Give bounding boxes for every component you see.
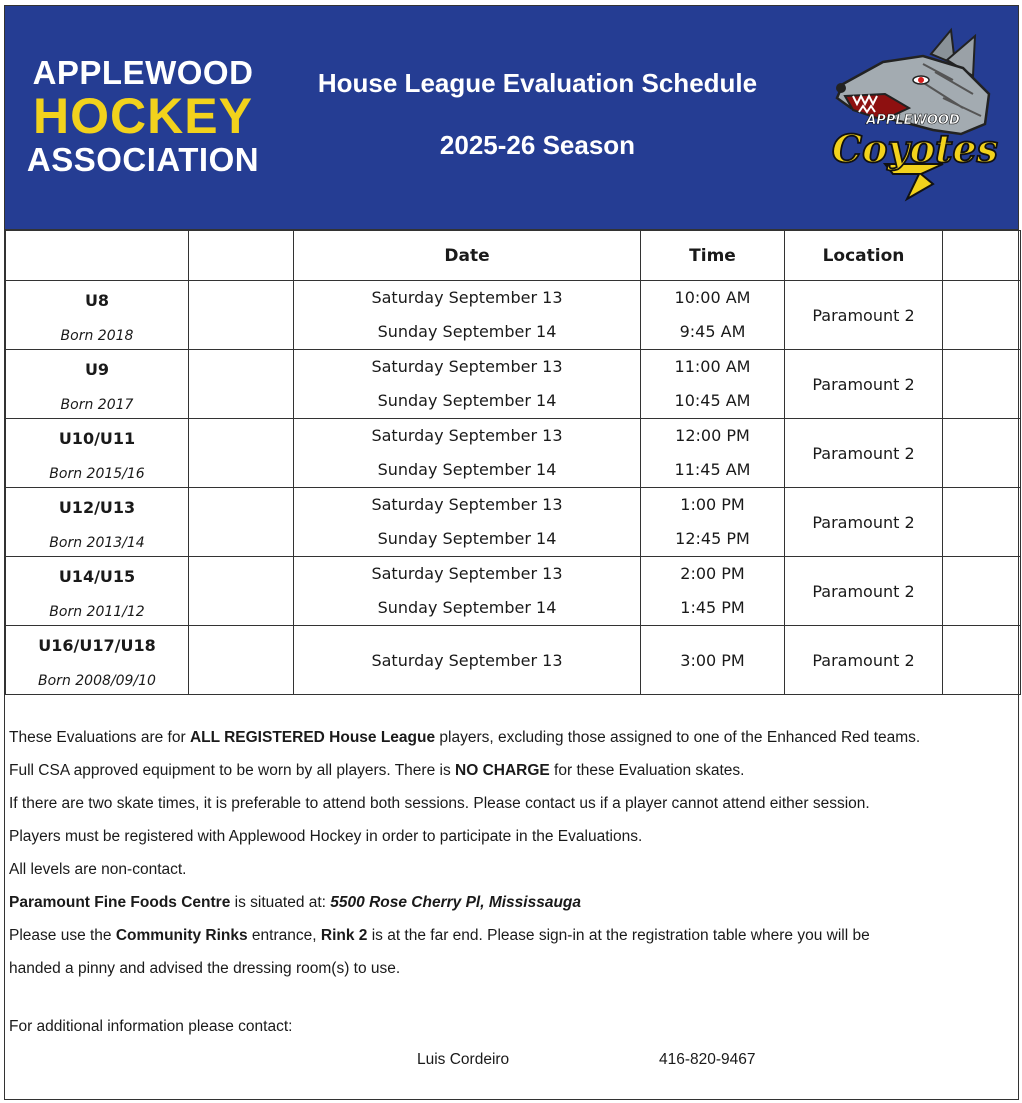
date-sunday: Sunday September 14	[377, 322, 557, 341]
coyotes-logo-icon	[823, 24, 1003, 214]
note-line: Full CSA approved equipment to be worn by all players. There is NO CHARGE for these Evaluation skates.	[9, 762, 745, 779]
table-header-row	[6, 231, 1021, 281]
birth-year: Born 2008/09/10	[38, 672, 156, 689]
date-sunday: Sunday September 14	[377, 460, 557, 479]
blank-cell	[189, 350, 294, 419]
date-cell	[294, 350, 641, 419]
extra-cell	[943, 350, 1021, 419]
birth-year: Born 2013/14	[49, 534, 145, 551]
date-sunday: Sunday September 14	[377, 391, 557, 410]
date-saturday: Saturday September 13	[371, 495, 563, 514]
table-row	[6, 350, 1021, 419]
table-row	[6, 626, 1021, 695]
extra-cell	[943, 488, 1021, 557]
time-saturday: 12:00 PM	[675, 426, 750, 445]
time-cell	[641, 419, 785, 488]
schedule-document	[4, 5, 1019, 1100]
notes-section	[9, 721, 1009, 985]
note-line: If there are two skate times, it is preferable to attend both sessions. Please contact us if a player cannot attend either session.	[9, 795, 870, 812]
date-saturday: Saturday September 13	[371, 564, 563, 583]
contact-phone: 416-820-9467	[659, 1051, 756, 1068]
division-name: U16/U17/U18	[38, 635, 156, 655]
time-cell	[641, 488, 785, 557]
time-saturday: 1:00 PM	[680, 495, 745, 514]
table-row	[6, 488, 1021, 557]
birth-year: Born 2017	[60, 396, 134, 413]
division-cell	[6, 419, 189, 488]
header-date: Date	[294, 231, 641, 281]
date-saturday: Saturday September 13	[371, 288, 563, 307]
time-saturday: 11:00 AM	[674, 357, 751, 376]
division-cell	[6, 488, 189, 557]
division-name: U12/U13	[58, 497, 136, 517]
location-cell: Paramount 2	[785, 419, 943, 488]
logo-text: Coyotes	[831, 126, 999, 171]
birth-year: Born 2018	[60, 327, 134, 344]
note-line: Paramount Fine Foods Centre is situated at: 5500 Rose Cherry Pl, Mississauga	[9, 894, 582, 911]
blank-cell	[189, 557, 294, 626]
schedule-table	[5, 230, 1021, 695]
table-row	[6, 419, 1021, 488]
time-sunday: 10:45 AM	[674, 391, 751, 410]
location-cell: Paramount 2	[785, 488, 943, 557]
header-banner	[5, 6, 1018, 230]
birth-year: Born 2011/12	[49, 603, 145, 620]
contact-label: For additional information please contact:	[9, 1018, 293, 1035]
date-saturday: Saturday September 13	[371, 357, 563, 376]
division-cell	[6, 557, 189, 626]
header-division	[6, 231, 189, 281]
blank-cell	[189, 626, 294, 695]
division-name: U14/U15	[58, 566, 136, 586]
time-cell	[641, 281, 785, 350]
header-blank	[189, 231, 294, 281]
blank-cell	[189, 488, 294, 557]
division-name: U8	[84, 290, 110, 310]
assoc-line-3: ASSOCIATION	[26, 141, 260, 178]
division-name: U9	[84, 359, 110, 379]
location-cell: Paramount 2	[785, 557, 943, 626]
assoc-line-2: HOCKEY	[33, 88, 253, 144]
season-label: 2025-26 Season	[439, 130, 636, 160]
time-saturday: 10:00 AM	[674, 288, 751, 307]
note-line: All levels are non-contact.	[9, 861, 187, 878]
extra-cell	[943, 281, 1021, 350]
time-sunday: 9:45 AM	[679, 322, 746, 341]
page-title: House League Evaluation Schedule	[317, 68, 758, 98]
table-row	[6, 557, 1021, 626]
date-saturday: Saturday September 13	[371, 426, 563, 445]
date-sunday: Sunday September 14	[377, 598, 557, 617]
time-cell	[641, 557, 785, 626]
note-line: Players must be registered with Applewood Hockey in order to participate in the Evaluations.	[9, 828, 643, 845]
date-cell	[294, 488, 641, 557]
time-saturday: 2:00 PM	[680, 564, 745, 583]
extra-cell	[943, 419, 1021, 488]
header-extra	[943, 231, 1021, 281]
division-cell	[6, 350, 189, 419]
location-cell: Paramount 2	[785, 350, 943, 419]
extra-cell	[943, 626, 1021, 695]
logo-small-text: APPLEWOOD	[866, 113, 960, 128]
location-cell: Paramount 2	[785, 281, 943, 350]
title-block	[285, 6, 790, 230]
date-cell	[294, 419, 641, 488]
note-line: Please use the Community Rinks entrance, Rink 2 is at the far end. Please sign-in at the registration table where you will be	[9, 927, 870, 944]
time-sunday: 1:45 PM	[680, 598, 745, 617]
blank-cell	[189, 419, 294, 488]
date-cell	[294, 281, 641, 350]
table-row	[6, 281, 1021, 350]
header-time: Time	[641, 231, 785, 281]
time-cell	[641, 350, 785, 419]
time-sunday: 11:45 AM	[674, 460, 751, 479]
division-cell	[6, 281, 189, 350]
division-cell	[6, 626, 189, 695]
association-wordmark	[23, 56, 263, 176]
note-line: handed a pinny and advised the dressing room(s) to use.	[9, 960, 401, 977]
contact-name: Luis Cordeiro	[417, 1051, 510, 1068]
birth-year: Born 2015/16	[49, 465, 145, 482]
date-cell	[294, 557, 641, 626]
date-sunday: Sunday September 14	[377, 529, 557, 548]
date-cell: Saturday September 13	[294, 626, 641, 695]
header-location: Location	[785, 231, 943, 281]
division-name: U10/U11	[58, 428, 136, 448]
assoc-line-1: APPLEWOOD	[32, 54, 254, 91]
note-line: These Evaluations are for ALL REGISTERED House League players, excluding those assigned to one of the Enhanced Red teams.	[9, 729, 921, 746]
blank-cell	[189, 281, 294, 350]
location-cell: Paramount 2	[785, 626, 943, 695]
extra-cell	[943, 557, 1021, 626]
time-sunday: 12:45 PM	[675, 529, 750, 548]
time-cell: 3:00 PM	[641, 626, 785, 695]
